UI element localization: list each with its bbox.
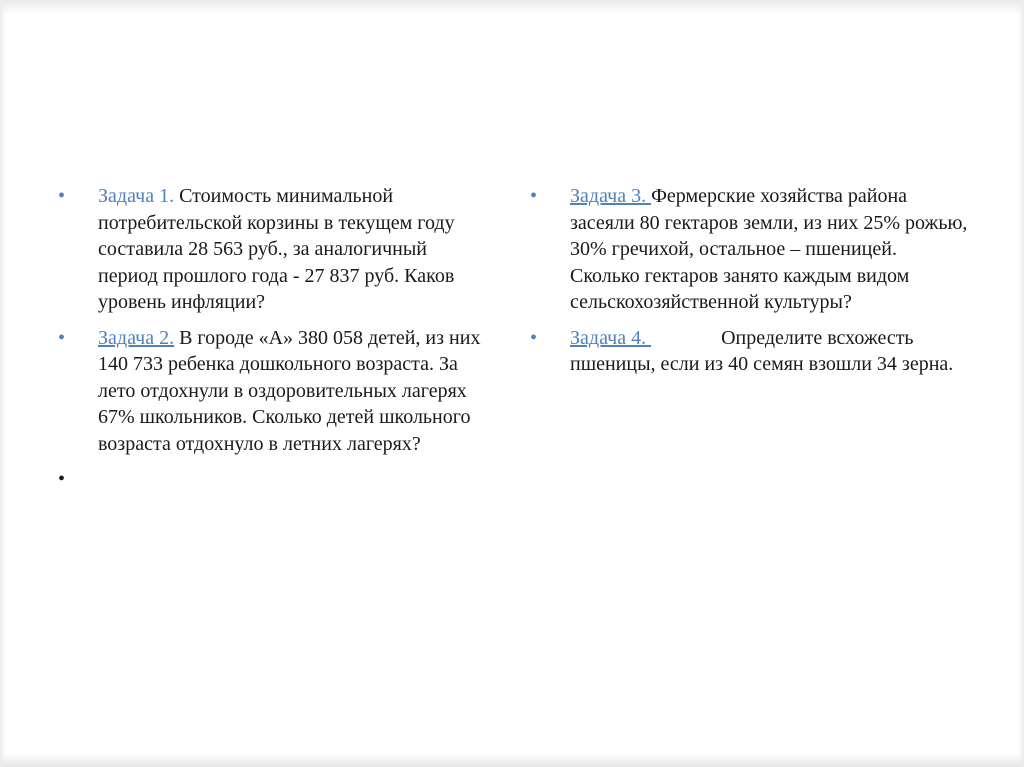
task-3-label-link[interactable]: Задача 3. xyxy=(570,185,652,207)
right-task-list xyxy=(530,183,970,378)
bullet-icon: • xyxy=(58,185,66,207)
task-2-item xyxy=(58,325,488,458)
slide-right-shadow xyxy=(1018,0,1024,767)
task-3-text: Фермерские хозяйства района засеяли 80 гектаров земли, из них 25% рожью, 30% гречихой, остальное – пшеницей. Сколько гектаров занято каждым видом сельскохозяйственной культуры? xyxy=(570,185,968,313)
task-3-item xyxy=(530,183,970,316)
task-4-label-link[interactable]: Задача 4. xyxy=(570,326,652,349)
bullet-icon: • xyxy=(58,468,66,490)
task-2-text: В городе «А» 380 058 детей, из них 140 733 ребенка дошкольного возраста. За лето отдохнули в оздоровительных лагерях 67% школьников. Сколько детей школьного возраста отдохнуло в летних лагерях? xyxy=(98,326,481,455)
right-column xyxy=(530,183,970,387)
left-column xyxy=(58,183,488,502)
empty-list-item xyxy=(58,466,488,493)
slide-left-shadow xyxy=(0,0,6,767)
task-4-item xyxy=(530,325,970,378)
task-4-text: Определите всхожесть пшеницы, если из 40 семян взошли 34 зерна. xyxy=(570,326,954,375)
task-1-item xyxy=(58,183,488,316)
bullet-icon: • xyxy=(530,326,538,349)
bullet-icon: • xyxy=(530,185,538,207)
slide-top-shadow xyxy=(0,0,1024,14)
task-2-label-link[interactable]: Задача 2. xyxy=(98,326,175,349)
left-task-list xyxy=(58,183,488,493)
task-1-label: Задача 1. xyxy=(98,185,175,207)
task-1-text: Стоимость минимальной потребительской корзины в текущем году составила 28 563 руб., за аналогичный период прошлого года - 27 837 руб. Каков уровень инфляции? xyxy=(98,185,455,313)
slide-bottom-shadow xyxy=(0,753,1024,767)
bullet-icon: • xyxy=(58,326,66,349)
